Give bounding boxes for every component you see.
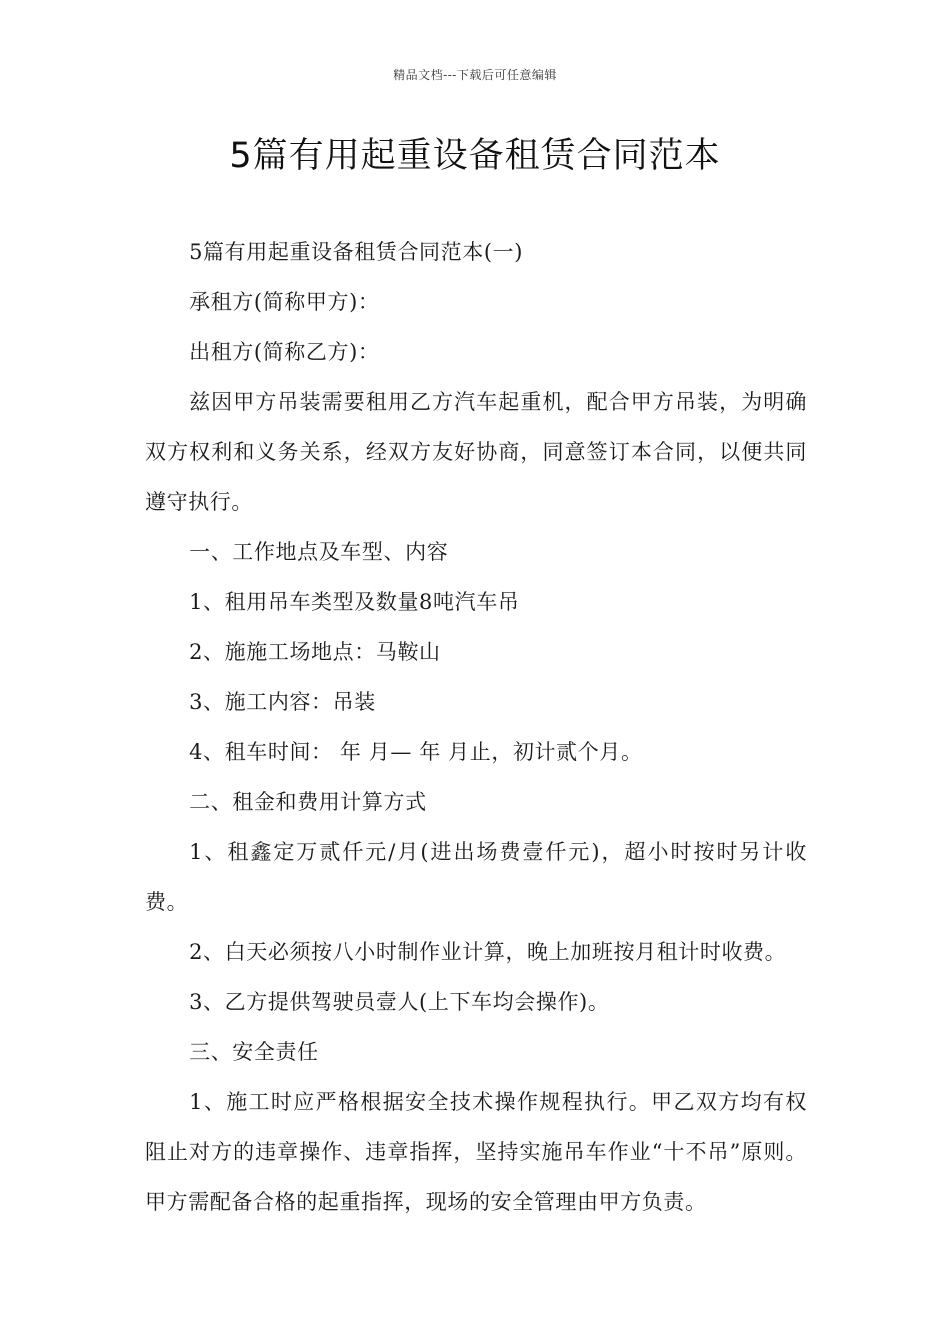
subtitle-paragraph: 5篇有用起重设备租赁合同范本(一) (189, 240, 524, 264)
clause-1-1: 1、租用吊车类型及数量8吨汽车吊 (189, 590, 520, 614)
section-heading-2: 二、租金和费用计算方式 (189, 790, 427, 814)
clause-2-1: 1、租鑫定万贰仟元/月(进出场费壹仟元)，超小时按时另计收费。 (145, 840, 807, 914)
section-heading-1: 一、工作地点及车型、内容 (189, 540, 449, 564)
clause-2-2: 2、白天必须按八小时制作业计算，晚上加班按月租计时收费。 (189, 940, 787, 964)
header-note: 精品文档---下载后可任意编辑 (393, 68, 557, 82)
section-heading-3: 三、安全责任 (189, 1040, 319, 1064)
clause-1-3: 3、施工内容：吊装 (189, 690, 376, 714)
lessor-paragraph: 出租方(简称乙方)： (189, 340, 380, 364)
intro-paragraph: 兹因甲方吊装需要租用乙方汽车起重机，配合甲方吊装，为明确双方权利和义务关系，经双方友好协商，同意签订本合同，以便共同遵守执行。 (145, 390, 807, 514)
clause-2-3: 3、乙方提供驾驶员壹人(上下车均会操作)。 (189, 990, 610, 1014)
lessee-paragraph: 承租方(简称甲方)： (189, 290, 380, 314)
document-title: 5篇有用起重设备租赁合同范本 (229, 136, 721, 176)
clause-1-2: 2、施施工场地点：马鞍山 (189, 640, 441, 664)
document-body (145, 227, 807, 1227)
clause-1-4: 4、租车时间： 年 月— 年 月止，初计贰个月。 (189, 740, 643, 764)
clause-3-1: 1、施工时应严格根据安全技术操作规程执行。甲乙双方均有权阻止对方的违章操作、违章指挥，坚持实施吊车作业“十不吊”原则。甲方需配备合格的起重指挥，现场的安全管理由甲方负责。 (145, 1090, 807, 1214)
